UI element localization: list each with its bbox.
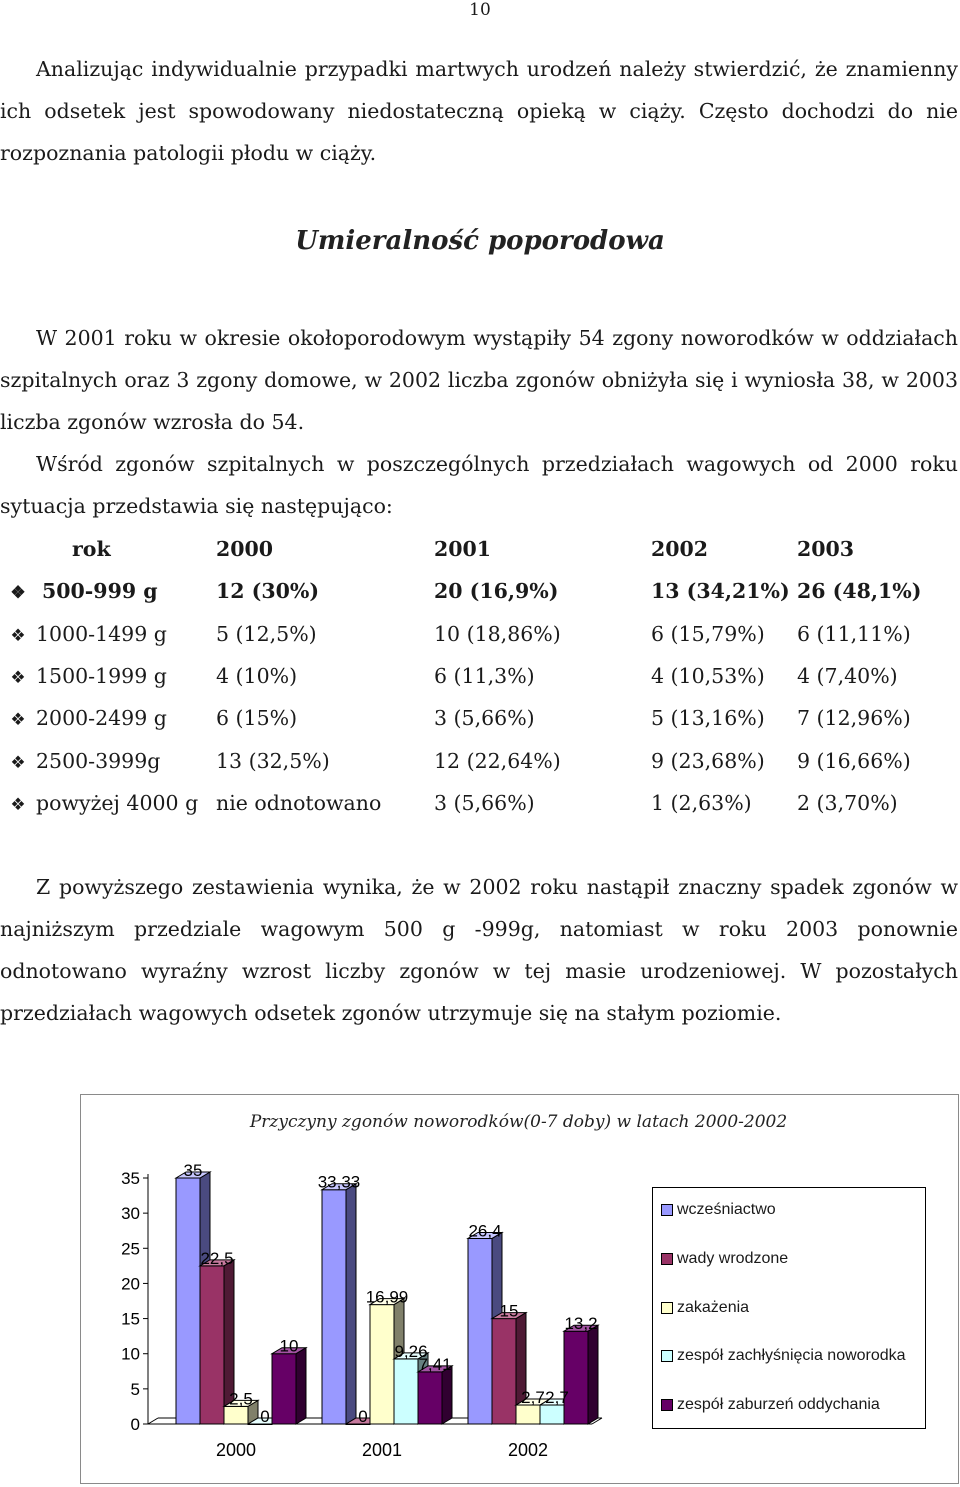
data-label: 2,7 — [545, 1388, 569, 1408]
bar — [564, 1331, 588, 1424]
table-cell: 5 (13,16%) — [651, 706, 765, 731]
y-tick-label: 35 — [121, 1169, 140, 1188]
chart-title: Przyczyny zgonów noworodków(0-7 doby) w latach 2000-2002 — [249, 1112, 788, 1132]
y-tick-label: 30 — [121, 1204, 140, 1224]
paragraph-conclusion: Z powyższego zestawienia wynika, że w 2002 roku nastąpił znaczny spadek zgonów w najniższym przedziale wagowym 500 g -999g, natomiast w roku 2003 ponownie odnotowano wyraźny wzrost liczby zgonów w tej masie urodzeniowej. W pozostałych przedziałach wagowych odsetek zgonów utrzymuje się na stałym poziomie. — [0, 875, 958, 1025]
bar — [394, 1359, 418, 1424]
bar — [468, 1238, 492, 1424]
bar-side — [346, 1184, 356, 1424]
paragraph-deaths-2001-2003: W 2001 roku w okresie okołoporodowym wystąpiły 54 zgony noworodków w oddziałach szpitalnych oraz 3 zgony domowe, w 2002 liczba zgonów obniżyła się i wyniosła 38, w 2003 liczba zgonów wzrosła do 54. — [0, 326, 958, 434]
intro-paragraph: Analizując indywidualnie przypadki martwych urodzeń należy stwierdzić, że znamienny ich odsetek jest spowodowany niedostateczną opieką w ciąży. Często dochodzi do nie rozpoznania patologii płodu w ciąży. — [0, 57, 958, 165]
weight-range-label: 2500-3999g — [36, 748, 161, 773]
table-header-cell: 2000 — [216, 537, 274, 562]
legend-swatch — [661, 1253, 673, 1265]
legend-label: zespół zachłyśnięcia noworodka — [677, 1347, 906, 1364]
data-label: 26,4 — [468, 1221, 502, 1241]
data-label: 35 — [183, 1161, 203, 1180]
chart-legend — [652, 1187, 926, 1429]
diamond-bullet-icon: ❖ — [10, 583, 26, 604]
legend-label: wcześniactwo — [677, 1201, 776, 1218]
diamond-bullet-icon: ❖ — [10, 625, 26, 646]
floor-depth-line — [148, 1418, 158, 1424]
legend-label: zakażenia — [677, 1299, 750, 1316]
table-cell: 2 (3,70%) — [797, 790, 898, 815]
data-label: 22,5 — [200, 1248, 234, 1268]
table-cell: 13 (32,5%) — [216, 748, 330, 773]
data-label: 15 — [499, 1301, 519, 1321]
table-header-cell: 2003 — [797, 537, 855, 562]
table-cell: 3 (5,66%) — [434, 790, 535, 815]
bar — [540, 1405, 564, 1424]
data-label: 13,2 — [564, 1314, 598, 1334]
table-cell: 6 (11,3%) — [434, 664, 535, 689]
table-cell: 4 (10%) — [216, 664, 298, 689]
diamond-bullet-icon: ❖ — [10, 710, 26, 731]
table-cell: nie odnotowano — [216, 790, 382, 815]
table-cell: 9 (16,66%) — [797, 748, 911, 773]
weight-range-label: 1000-1499 g — [36, 621, 167, 646]
legend-swatch — [661, 1350, 673, 1362]
table-cell: 6 (15,79%) — [651, 621, 765, 646]
diamond-bullet-icon: ❖ — [10, 794, 26, 815]
data-label: 0 — [358, 1407, 368, 1426]
bar — [200, 1266, 224, 1424]
bar — [516, 1405, 540, 1424]
table-cell: 13 (34,21%) — [651, 579, 790, 604]
table-cell: 4 (7,40%) — [797, 664, 898, 689]
bar-side — [442, 1366, 452, 1424]
legend-swatch — [661, 1399, 673, 1411]
legend-swatch — [661, 1302, 673, 1314]
bar — [322, 1190, 346, 1424]
data-label: 2,7 — [521, 1388, 545, 1408]
table-cell: 5 (12,5%) — [216, 621, 317, 646]
diamond-bullet-icon: ❖ — [10, 668, 26, 689]
legend-label: wady wrodzone — [677, 1250, 789, 1267]
table-cell: 12 (30%) — [216, 579, 320, 604]
table-header-cell: 2001 — [434, 537, 492, 562]
bar — [370, 1305, 394, 1424]
data-label: 33,33 — [317, 1172, 361, 1192]
data-label: 10 — [279, 1336, 299, 1356]
data-label: 0 — [260, 1407, 270, 1426]
legend-label: zespół zaburzeń oddychania — [677, 1396, 880, 1413]
table-cell: 4 (10,53%) — [651, 664, 765, 689]
paragraph-weight-intro: Wśród zgonów szpitalnych w poszczególnych przedziałach wagowych od 2000 roku sytuacja przedstawia się następująco: — [0, 452, 958, 518]
section-title: Umieralność poporodowa — [295, 226, 665, 256]
x-category-label: 2000 — [215, 1440, 257, 1460]
y-tick-label: 15 — [121, 1309, 140, 1329]
y-tick-label: 20 — [121, 1274, 140, 1294]
weight-range-label: powyżej 4000 g — [36, 790, 199, 815]
data-label: 7,41 — [418, 1354, 452, 1374]
table-header-cell: 2002 — [651, 537, 709, 562]
x-category-label: 2001 — [361, 1440, 403, 1460]
page-number: 10 — [469, 0, 491, 20]
bar-side — [588, 1325, 598, 1424]
weight-range-label: 500-999 g — [42, 579, 158, 604]
weight-range-label: 1500-1999 g — [36, 664, 167, 689]
table-cell: 3 (5,66%) — [434, 706, 535, 731]
x-category-label: 2002 — [507, 1440, 549, 1460]
bar — [224, 1406, 248, 1424]
bar-side — [296, 1348, 306, 1424]
table-cell: 6 (11,11%) — [797, 621, 911, 646]
table-cell: 7 (12,96%) — [797, 706, 911, 731]
table-cell: 9 (23,68%) — [651, 748, 765, 773]
weight-range-label: 2000-2499 g — [36, 706, 167, 731]
table-cell: 10 (18,86%) — [434, 621, 561, 646]
bar — [272, 1354, 296, 1424]
bar — [418, 1372, 442, 1424]
table-cell: 12 (22,64%) — [434, 748, 561, 773]
legend-swatch — [661, 1204, 673, 1216]
table-cell: 1 (2,63%) — [651, 790, 752, 815]
y-tick-label: 10 — [121, 1344, 140, 1364]
y-tick-label: 5 — [130, 1379, 140, 1399]
bar — [492, 1319, 516, 1424]
y-tick-label: 25 — [121, 1239, 140, 1259]
y-tick-label: 0 — [130, 1415, 140, 1434]
table-cell: 20 (16,9%) — [434, 579, 559, 604]
diamond-bullet-icon: ❖ — [10, 752, 26, 773]
header-label: rok — [72, 537, 111, 562]
table-cell: 26 (48,1%) — [797, 579, 922, 604]
data-label: 2,5 — [229, 1389, 253, 1409]
data-label: 9,26 — [394, 1341, 428, 1361]
data-label: 16,99 — [365, 1287, 409, 1307]
bar — [176, 1178, 200, 1424]
table-cell: 6 (15%) — [216, 706, 298, 731]
